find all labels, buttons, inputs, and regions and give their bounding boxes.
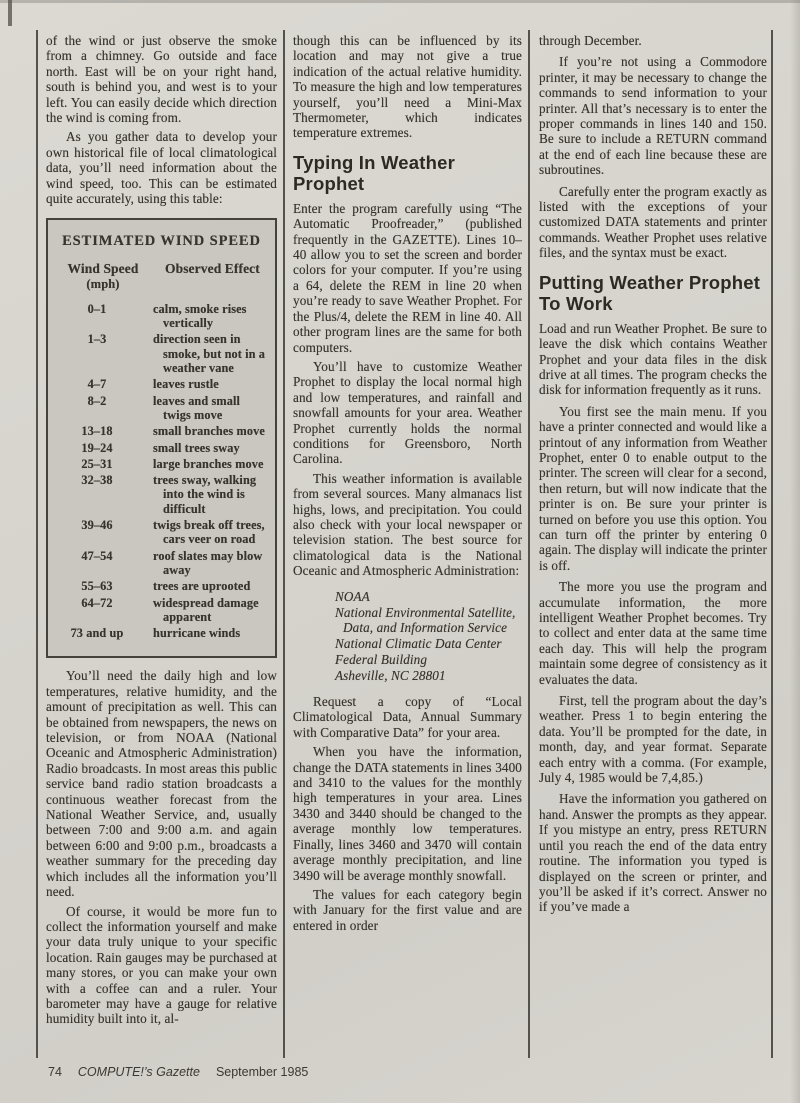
- speed-cell: 73 and up: [70, 626, 124, 641]
- noaa-address-block: [335, 589, 522, 684]
- table-header-wind-speed: [57, 261, 149, 292]
- table-title: ESTIMATED WIND SPEED: [62, 233, 261, 250]
- speed-cell: 13–18: [81, 424, 113, 439]
- column-2: [293, 33, 522, 937]
- scan-edge-artifact: [8, 0, 12, 26]
- speed-cell: 19–24: [81, 440, 113, 455]
- table-row: [57, 473, 266, 516]
- scan-edge-shade: [790, 0, 800, 1103]
- address-line: Asheville, NC 28801: [335, 668, 446, 684]
- table-header-observed-effect: Observed Effect: [165, 260, 260, 276]
- column-rule-1-2: [283, 30, 285, 1058]
- effect-cell: calm, smoke rises vertically: [153, 301, 247, 331]
- address-line: National Climatic Data Center: [335, 636, 502, 652]
- column-3: [539, 33, 767, 921]
- column-1: [46, 33, 277, 1031]
- table-row: [57, 457, 266, 471]
- effect-cell: direction seen in smoke, but not in a weather vane: [153, 332, 266, 376]
- table-row: [57, 579, 266, 593]
- paragraph: This weather information is available from several sources. Many almanacs list highs, lows, and precipitation. You could also check with your local newspaper or television station. The best source for climatological data is the National Oceanic and Atmospheric Administration:: [293, 470, 522, 579]
- column-rule-left: [36, 30, 38, 1058]
- address-line: Federal Building: [335, 652, 428, 668]
- speed-cell: 8–2: [87, 393, 107, 408]
- speed-cell: 32–38: [81, 473, 113, 488]
- header-label: Wind Speed: [67, 260, 139, 276]
- paragraph: Enter the program carefully using “The Automatic Proofreader,” (published frequently in the GAZETTE). Lines 10–40 allow you to set the screen and border colors for your computer. If you’re using a 64, delete the REM in line 20 when you’re ready to save Weather Prophet. For the Plus/4, delete the REM in line 40. All other program lines are the same for both computers.: [293, 200, 522, 355]
- page-footer: [48, 1065, 308, 1079]
- table-row: [57, 424, 266, 438]
- table-row: [57, 332, 266, 375]
- speed-cell: 47–54: [81, 548, 113, 563]
- speed-cell: 64–72: [81, 595, 113, 610]
- speed-cell: 4–7: [87, 377, 107, 392]
- page-number: 74: [48, 1065, 62, 1079]
- paragraph: First, tell the program about the day’s weather. Press 1 to begin entering the data. You’ll be prompted for the date, in month, day, and year format. Separate each entry with a comma. (For example, July 4, 1985 would be 7,4,85.): [539, 693, 767, 786]
- table-row: [57, 549, 266, 578]
- paragraph: The more you use the program and accumulate information, the more intelligent Weather Prophet becomes. Try to collect and enter data at the same time each day. This will help the program maintain some degree of consistency as it evaluates the data.: [539, 579, 767, 687]
- table-row: [57, 394, 266, 423]
- paragraph: Request a copy of “Local Climatological Data, Annual Summary with Comparative Data” for your area.: [293, 694, 522, 740]
- effect-cell: leaves and small twigs move: [153, 393, 240, 422]
- effect-cell: roof slates may blow away: [153, 548, 263, 577]
- address-line: Data, and Information Service: [343, 620, 508, 636]
- effect-cell: leaves rustle: [153, 377, 219, 392]
- effect-cell: large branches move: [153, 456, 264, 471]
- table-row: [57, 596, 266, 625]
- table-row: [57, 441, 266, 455]
- paragraph: through December.: [539, 33, 642, 48]
- table-row: [57, 377, 266, 391]
- paragraph: You first see the main menu. If you have a printer connected and would like a printout of any information from Weather Prophet, enter 0 to enable output to the printer. The screen will clear for a second, then return, but will now indicate that the printer is on. Be sure your printer is turned on before you use this option. You can turn off the printer by entering 0 again. The display will indicate the printer is off.: [539, 403, 767, 573]
- wind-speed-table: [46, 218, 277, 658]
- paragraph: When you have the information, change the DATA statements in lines 3400 and 3410 to the values for the monthly high temperatures in your area. Lines 3430 and 3440 should be changed to the average monthly low temperatures. Finally, lines 3460 and 3470 will contain average monthly precipitation, and line 3490 will be average monthly snowfall.: [293, 744, 522, 883]
- effect-cell: widespread damage apparent: [153, 595, 259, 624]
- magazine-title: COMPUTE!’s Gazette: [77, 1065, 200, 1079]
- paragraph: You’ll have to customize Weather Prophet to display the local normal high and low temperatures, and rainfall and snowfall amounts for your area. Weather Prophet currently holds the normal conditions for Greensboro, North Carolina.: [293, 358, 522, 467]
- effect-cell: hurricane winds: [153, 626, 241, 641]
- speed-cell: 0–1: [87, 301, 107, 316]
- paragraph: of the wind or just observe the smoke from a chimney. Go outside and face north. East will be on your right hand, south is behind you, and west is to your left. You can easily decide which direction the wind is coming from.: [46, 33, 277, 126]
- effect-cell: trees are uprooted: [153, 579, 251, 594]
- paragraph: Of course, it would be more fun to collect the information yourself and make your data truly unique to your specific location. Rain gauges may be purchased at many stores, or you can make your own with a coffee can and a ruler. Your barometer may have a gauge for relative humidity built into it, al-: [46, 903, 277, 1027]
- effect-cell: small trees sway: [153, 440, 240, 455]
- table-row: [57, 518, 266, 547]
- speed-cell: 39–46: [81, 518, 113, 533]
- column-rule-2-3: [528, 30, 530, 1058]
- address-line: National Environmental Satellite,: [335, 604, 516, 620]
- paragraph: though this can be influenced by its location and may not give a true indication of the actual relative humidity. To measure the high and low temperatures yourself, you’ll need a Mini-Max Thermometer, which indicates temperature extremes.: [293, 33, 522, 141]
- paragraph: As you gather data to develop your own historical file of local climatological data, you’ll need information about the wind speed, too. This can be estimated quite accurately, using this table:: [46, 129, 277, 207]
- effect-cell: small branches move: [153, 424, 265, 439]
- section-heading-putting-weather-prophet-to-work: Putting Weather Prophet To Work: [539, 271, 761, 314]
- effect-cell: twigs break off trees, cars veer on road: [153, 518, 265, 547]
- speed-cell: 25–31: [81, 456, 113, 471]
- paragraph: The values for each category begin with January for the first value and are entered in order: [293, 886, 522, 933]
- paragraph: Load and run Weather Prophet. Be sure to leave the disk which contains Weather Prophet and your data files in the disk drive at all times. The program checks the disk for information frequently as it runs.: [539, 320, 767, 398]
- table-header-row: [57, 261, 266, 292]
- table-row: [57, 302, 266, 331]
- paragraph: If you’re not using a Commodore printer, it may be necessary to change the commands to send information to your printer. All that’s necessary is to enter the proper commands in lines 140 and 150. Be sure to include a RETURN command at the end of each line because these are subroutines.: [539, 54, 767, 178]
- paragraph: Have the information you gathered on hand. Answer the prompts as they appear. If you mistype an entry, press RETURN until you reach the end of the data entry routine. The information you typed is displayed on the screen or printer, and you’ll be asked if it’s correct. Answer no if you’ve made a: [539, 791, 767, 915]
- section-heading-typing-in-weather-prophet: Typing In Weather Prophet: [293, 151, 456, 194]
- effect-cell: trees sway, walking into the wind is difficult: [153, 473, 257, 516]
- speed-cell: 1–3: [87, 332, 107, 347]
- header-units: (mph): [86, 276, 120, 291]
- address-line: NOAA: [335, 588, 370, 604]
- paragraph: Carefully enter the program exactly as listed with the exceptions of your customized DATA statements and printer commands. Weather Prophet uses relative files, and the syntax must be exact.: [539, 183, 767, 261]
- paragraph: You’ll need the daily high and low temperatures, relative humidity, and the amount of precipitation as well. This can be obtained from newspapers, the news on television, or from NOAA (National Oceanic and Atmospheric Administration) Radio broadcasts. In most areas this public service band radio station broadcasts a continuous weather forecast from the National Weather Service, and, usually between 7:00 and 9:00 a.m. and again between 6:00 and 9:00 p.m., broadcasts a weather summary for the preceding day which includes all the information you’ll need.: [46, 668, 277, 900]
- issue-date: September 1985: [215, 1065, 309, 1079]
- column-rule-right: [771, 30, 773, 1058]
- table-row: [57, 626, 266, 640]
- speed-cell: 55–63: [81, 579, 113, 594]
